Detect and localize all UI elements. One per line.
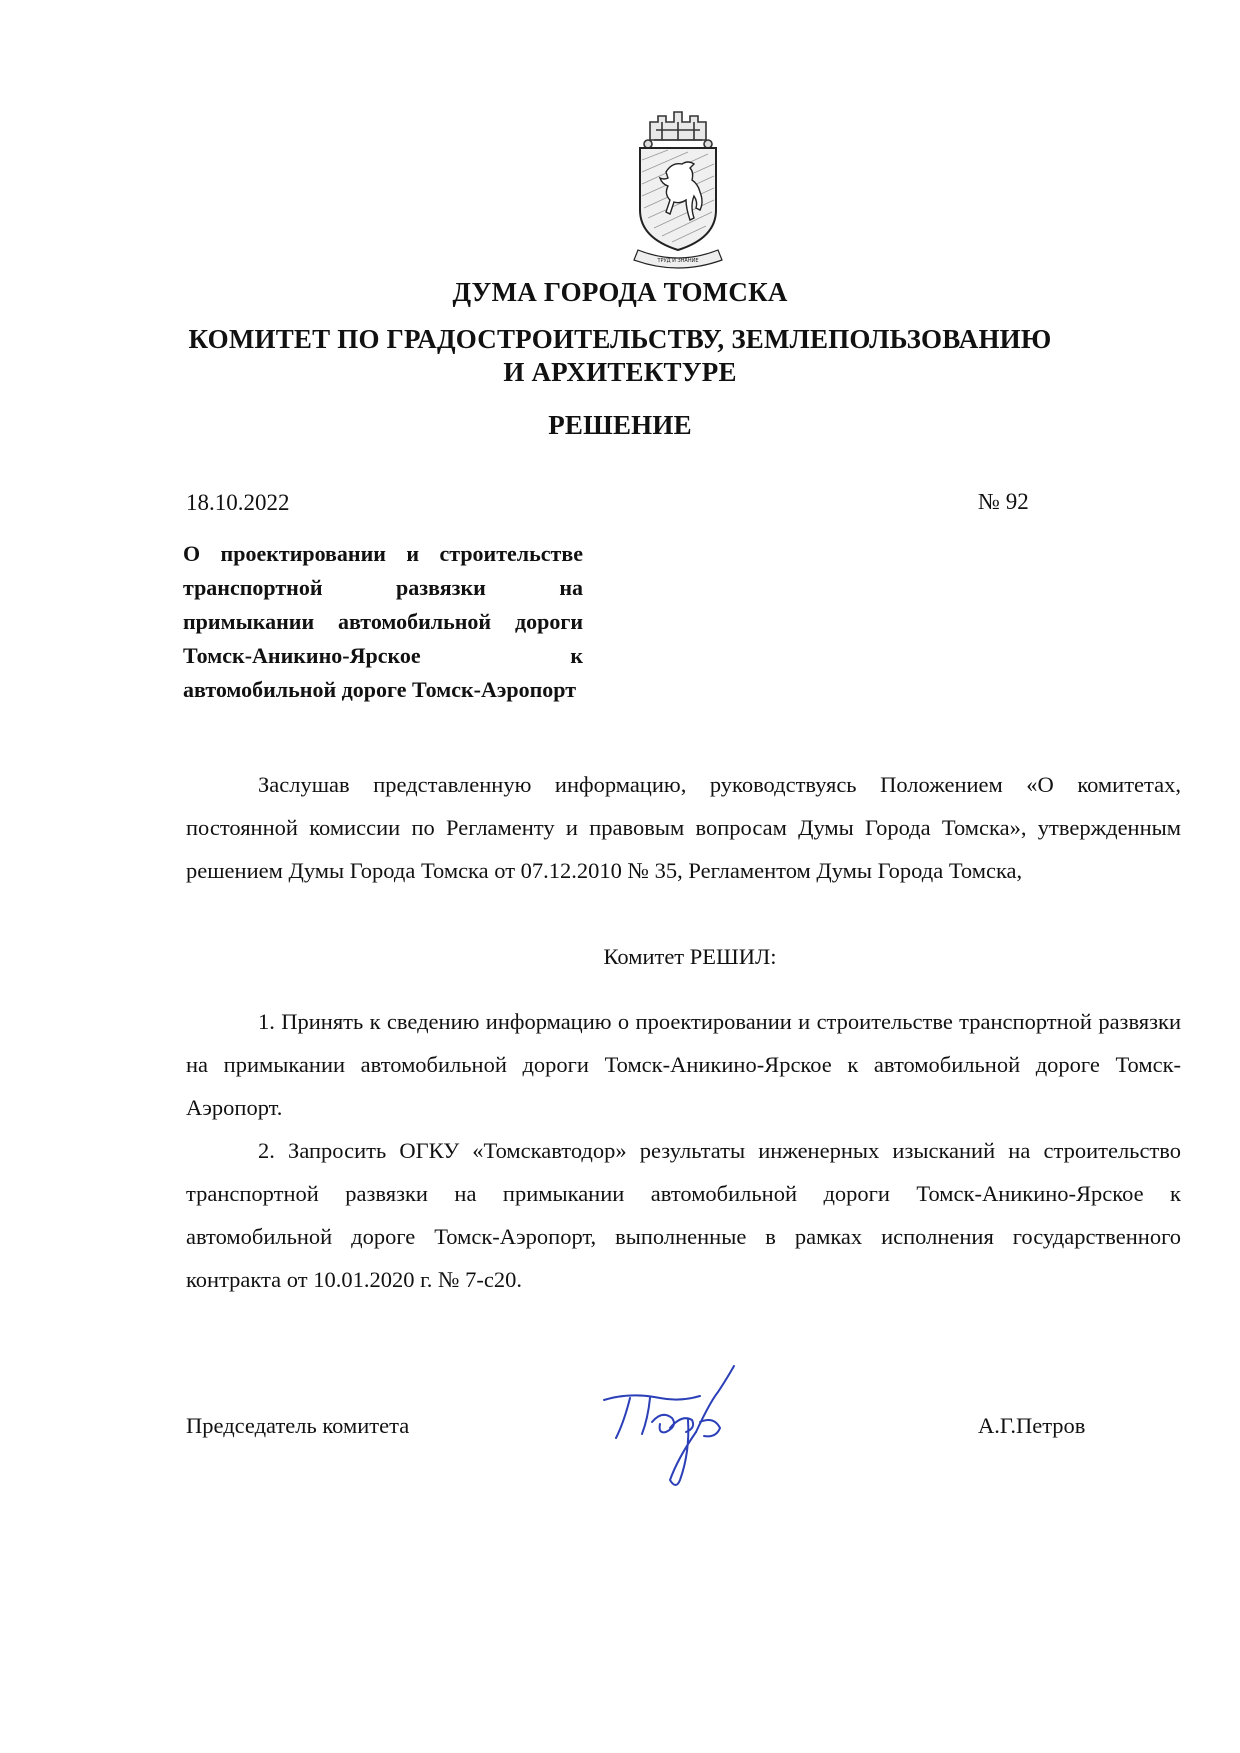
committee-title-line2: И АРХИТЕКТУРЕ xyxy=(503,357,737,387)
decision-item-2: 2. Запросить ОГКУ «Томскавтодор» результаты инженерных изысканий на строительство транспортной развязки на примыкании автомобильной дороги Томск-Аникино-Ярское к автомобильной дороге Томск-Аэропорт, выполненные в рамках исполнения государственного контракта от 10.01.2020 г. № 7-с20. xyxy=(186,1138,1181,1292)
committee-title-line1: КОМИТЕТ ПО ГРАДОСТРОИТЕЛЬСТВУ, ЗЕМЛЕПОЛЬЗОВАНИЮ xyxy=(188,324,1052,354)
handwritten-signature-icon xyxy=(600,1362,780,1502)
decision-number: № 92 xyxy=(978,489,1029,514)
decision-item-1: 1. Принять к сведению информацию о проектировании и строительстве транспортной развязки на примыкании автомобильной дороги Томск-Аникино-Ярское к автомобильной дороге Томск-Аэропорт. xyxy=(186,1009,1181,1120)
coat-of-arms-icon xyxy=(628,110,728,275)
resolved-heading: Комитет РЕШИЛ: xyxy=(603,944,777,969)
signer-name: А.Г.Петров xyxy=(978,1413,1086,1438)
document-type: РЕШЕНИЕ xyxy=(548,410,692,440)
signer-title: Председатель комитета xyxy=(186,1413,410,1438)
decision-date: 18.10.2022 xyxy=(186,490,290,515)
organization-title: ДУМА ГОРОДА ТОМСКА xyxy=(452,277,788,307)
preamble-paragraph: Заслушав представленную информацию, руководствуясь Положением «О комитетах, постоянной комиссии по Регламенту и правовым вопросам Думы Города Томска», утвержденным решением Думы Города Томска от 07.12.2010 № 35, Регламентом Думы Города Томска, xyxy=(186,772,1181,883)
committee-title xyxy=(0,323,1240,389)
emblem-motto: ТРУД И ЗНАНИЕ xyxy=(657,258,699,264)
decision-subject: О проектировании и строительстве транспортной развязки на примыкании автомобильной дороги Томск-Аникино-Ярское к автомобильной дороге Томск-Аэропорт xyxy=(183,541,583,702)
